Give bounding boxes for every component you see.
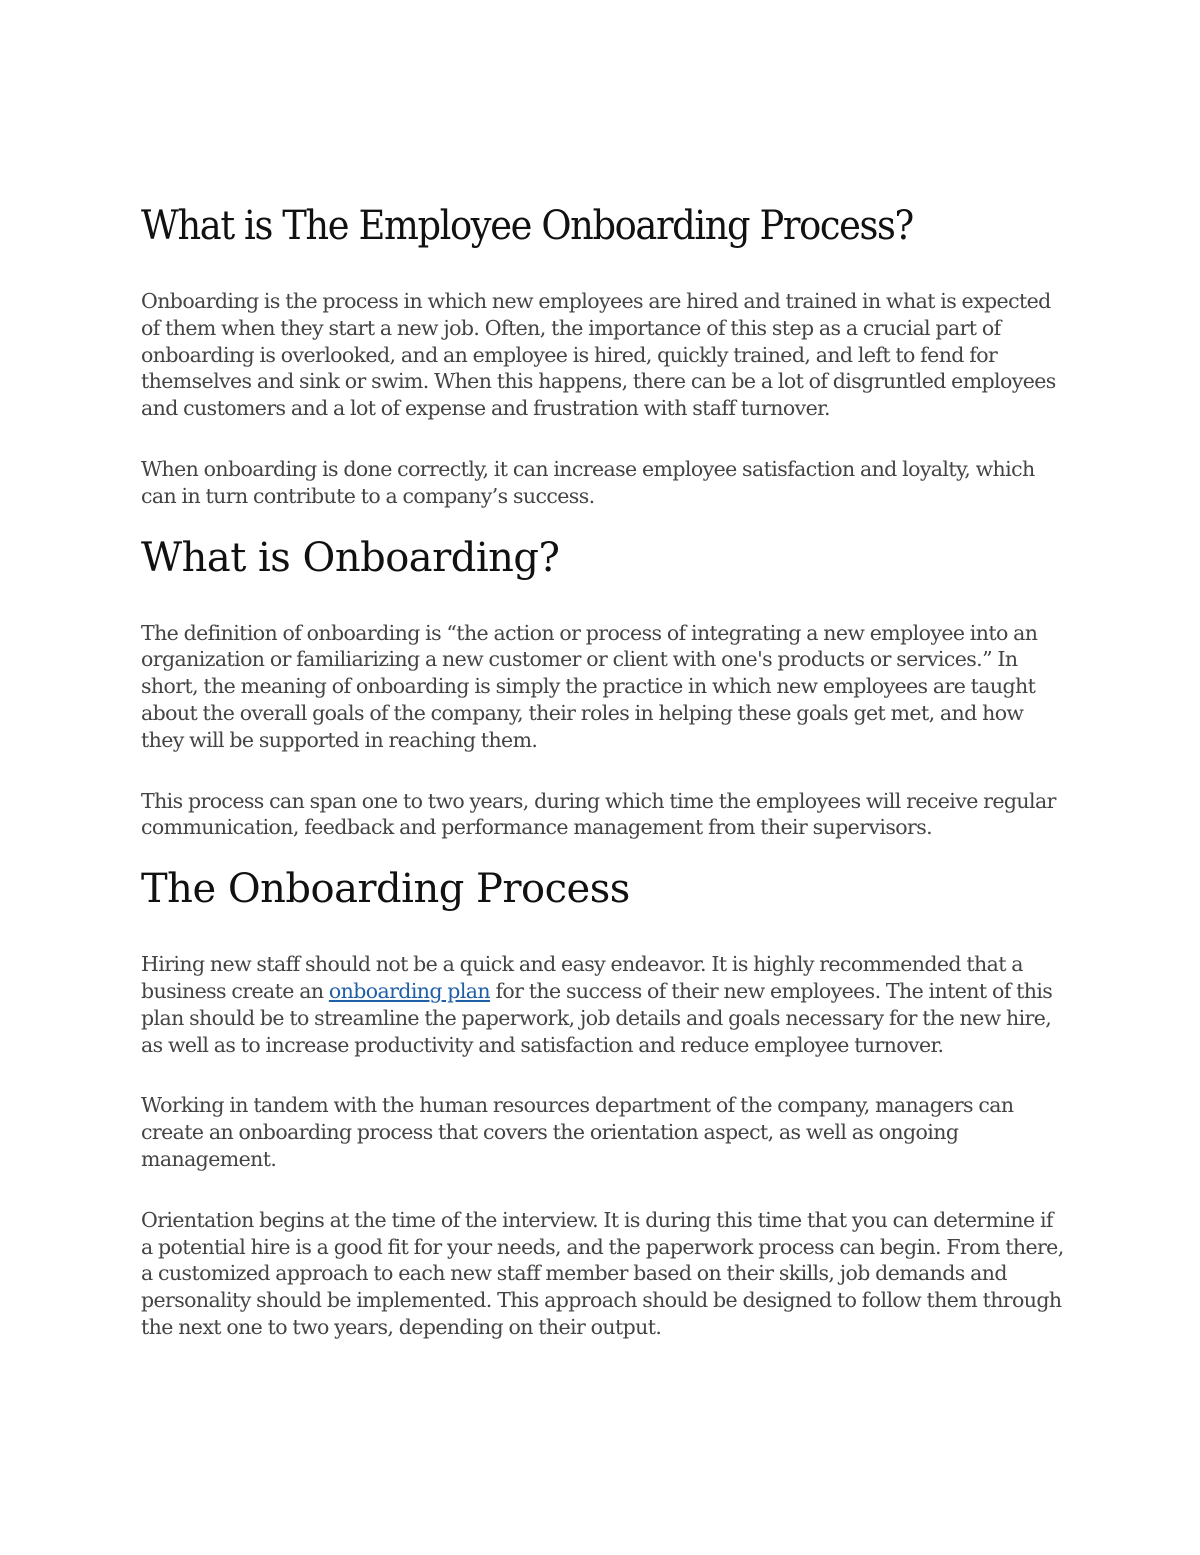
duration-paragraph: This process can span one to two years, during which time the employees will receive regular communication, feedback and performance management from their supervisors. — [141, 788, 1056, 840]
onboarding-plan-link[interactable]: onboarding plan — [328, 978, 491, 1003]
intro-paragraph-2: When onboarding is done correctly, it can increase employee satisfaction and loyalty, which can in turn contribute to a company’s success. — [141, 456, 1035, 508]
section-heading-onboarding-process: The Onboarding Process — [141, 866, 630, 913]
section-heading-what-is-onboarding: What is Onboarding? — [141, 534, 560, 581]
hiring-text-after-link: for the success of their new employees. The intent of this plan should be to streamline the paperwork, job details and goals necessary for the new hire, as well as to increase productivity and satisfaction and reduce employee turnover. — [141, 978, 1053, 1057]
orientation-paragraph: Orientation begins at the time of the interview. It is during this time that you can determine if a potential hire is a good fit for your needs, and the paperwork process can begin. From there, a customized approach to each new staff member based on their skills, job demands and personality should be implemented. This approach should be designed to follow them through the next one to two years, depending on their output. — [141, 1207, 1064, 1339]
hiring-paragraph — [141, 951, 1066, 1058]
hiring-text-before-link: Hiring new staff should not be a quick and easy endeavor. It is highly recommended that a business create an — [141, 952, 1023, 1003]
document-page — [141, 200, 1066, 1341]
definition-paragraph: The definition of onboarding is “the action or process of integrating a new employee into an organization or familiarizing a new customer or client with one's products or services.” In short, the meaning of onboarding is simply the practice in which new employees are taught about the overall goals of the company, their roles in helping these goals get met, and how they will be supported in reaching them. — [141, 620, 1038, 752]
page-title: What is The Employee Onboarding Process? — [141, 203, 913, 249]
intro-paragraph-1: Onboarding is the process in which new employees are hired and trained in what is expected of them when they start a new job. Often, the importance of this step as a crucial part of onboarding is overlooked, and an employee is hired, quickly trained, and left to fend for themselves and sink or swim. When this happens, there can be a lot of disgruntled employees and customers and a lot of expense and frustration with staff turnover. — [141, 289, 1056, 421]
hr-tandem-paragraph: Working in tandem with the human resources department of the company, managers can create an onboarding process that covers the orientation aspect, as well as ongoing management. — [141, 1093, 1014, 1171]
